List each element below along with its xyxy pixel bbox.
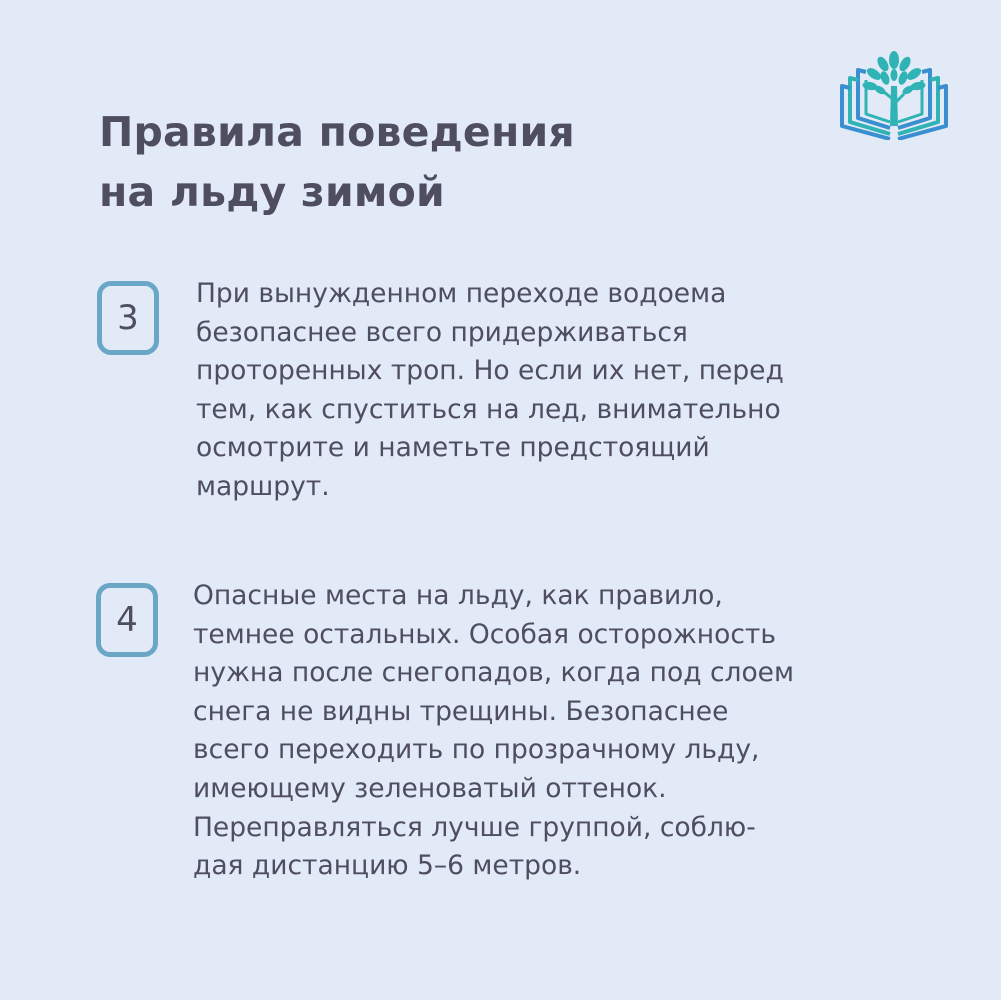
rule-text-line: имеющему зеленоватый оттенок. [193, 772, 667, 804]
rule-text-line: маршрут. [196, 470, 330, 502]
rule-number-badge: 4 [96, 583, 158, 657]
rule-text-line: всего переходить по прозрачному льду, [193, 734, 760, 766]
rule-text-line: Переправляться лучше группой, соблю- [193, 811, 756, 843]
rule-text-line: темнее остальных. Особая осторожность [193, 618, 776, 650]
rule-text-line: проторенных троп. Но если их нет, перед [196, 355, 784, 387]
rule-text-line: Опасные места на льду, как правило, [193, 580, 723, 611]
title-line-2: на льду зимой [99, 168, 445, 216]
rule-text-line: снега не видны трещины. Безопаснее [193, 695, 729, 727]
rule-number-badge: 3 [97, 281, 159, 355]
rule-text-line: При вынужденном переходе водоема [196, 278, 727, 309]
rule-text-line: осмотрите и наметьте предстоящий [196, 432, 710, 464]
rule-text-line: дая дистанцию 5–6 метров. [193, 850, 582, 882]
rule-text-line: безопаснее всего придерживаться [196, 316, 688, 348]
rule-text [196, 275, 784, 507]
rule-text-line: тем, как спуститься на лед, внимательно [196, 393, 781, 425]
rule-text [193, 577, 794, 886]
rule-text-line: нужна после снегопадов, когда под слоем [193, 657, 794, 689]
title-line-1: Правила поведения [99, 108, 575, 156]
tree-book-logo-icon [828, 48, 960, 140]
page-title [99, 102, 575, 222]
